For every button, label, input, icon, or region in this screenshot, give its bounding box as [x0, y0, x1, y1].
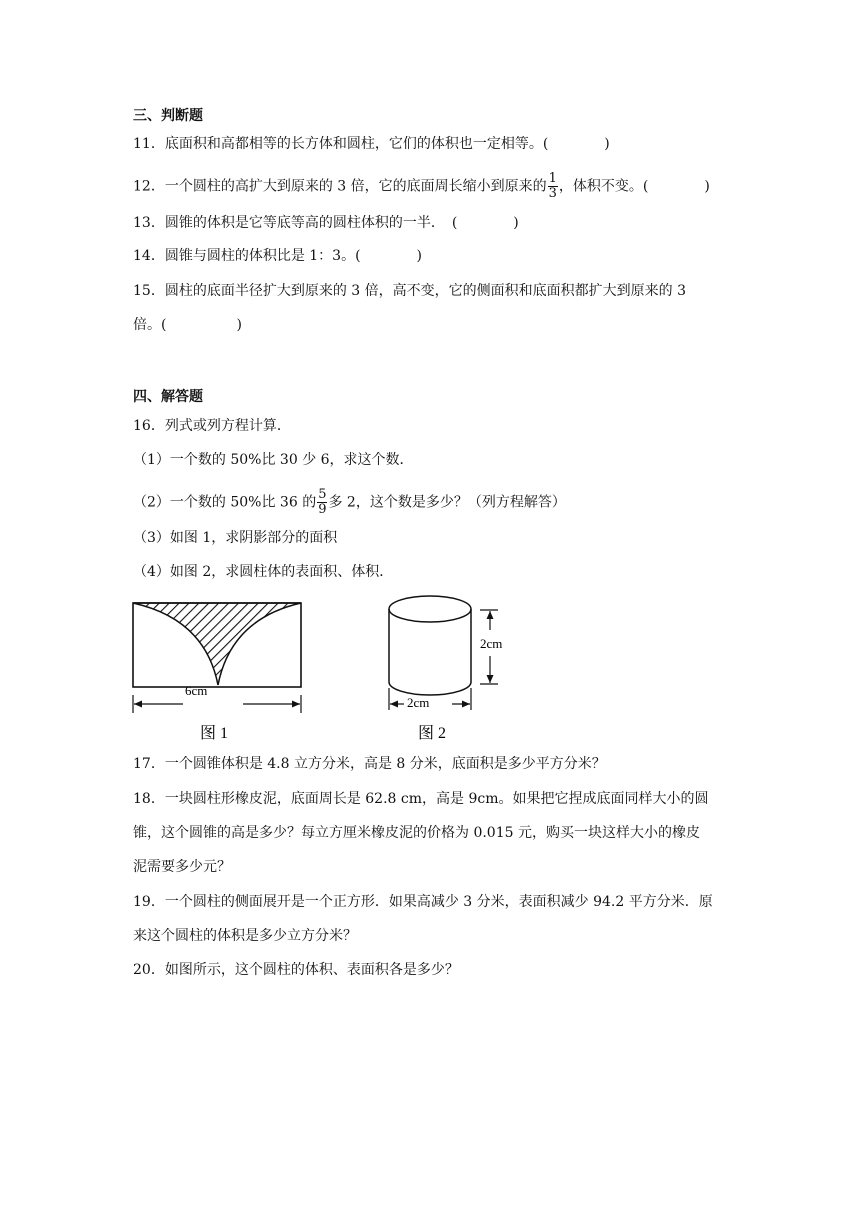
cylinder-top	[389, 596, 471, 622]
question-19-line-1: 19．一个圆柱的侧面展开是一个正方形．如果高减少 3 分米，表面积减少 94.2 平方分米．原	[133, 894, 713, 910]
figure-1-dimension-label: 6cm	[185, 683, 208, 698]
question-12-text-before: 12．一个圆柱的高扩大到原来的 3 倍，它的底面周长缩小到原来的	[133, 178, 547, 195]
question-16-2-text-after: 多 2，这个数是多少？（列方程解答）	[328, 494, 566, 511]
question-16: 16．列式或列方程计算．	[133, 418, 291, 434]
question-16-2-text-before: （2）一个数的 50%比 36 的	[133, 494, 317, 511]
figure-2-caption: 图 2	[418, 725, 447, 742]
question-18-line-1: 18．一块圆柱形橡皮泥，底面周长是 62.8 cm，高是 9cm。如果把它捏成底面同样大小的圆	[133, 791, 709, 807]
question-16-part-4: （4）如图 2，求圆柱体的表面积、体积．	[133, 564, 394, 580]
question-18-line-3: 泥需要多少元？	[133, 859, 231, 875]
figure-2-diameter-label: 2cm	[407, 695, 430, 710]
question-12	[133, 172, 710, 201]
height-arrow-up	[487, 611, 494, 619]
section-3-heading: 三、判断题	[133, 108, 203, 124]
question-13: 13．圆锥的体积是它等底等高的圆柱体积的一半． ( )	[133, 215, 519, 231]
question-17: 17．一个圆锥体积是 4.8 立方分米，高是 8 分米，底面积是多少平方分米？	[133, 756, 606, 772]
fraction-denominator: 9	[318, 502, 327, 517]
fraction-numerator: 5	[318, 487, 327, 502]
fraction-five-ninths	[317, 488, 327, 517]
fraction-denominator: 3	[548, 186, 557, 201]
question-15-line-2: 倍。( )	[133, 317, 242, 333]
question-16-part-2	[133, 488, 566, 517]
arrow-left	[134, 701, 142, 708]
cylinder-bottom	[389, 682, 471, 695]
question-19-line-2: 来这个圆柱的体积是多少立方分米？	[133, 928, 357, 944]
arrow-right	[292, 701, 300, 708]
section-4-heading: 四、解答题	[133, 389, 203, 405]
question-12-text-after: ，体积不变。( )	[558, 178, 710, 195]
figure-2-height-label: 2cm	[480, 636, 503, 651]
figure-1-shaded-area	[125, 597, 315, 745]
question-20: 20．如图所示，这个圆柱的体积、表面积各是多少？	[133, 962, 459, 978]
question-16-part-1: （1）一个数的 50%比 30 少 6，求这个数．	[133, 452, 414, 468]
fraction-one-third	[548, 172, 558, 201]
question-16-part-3: （3）如图 1，求阴影部分的面积	[133, 530, 338, 546]
question-15-line-1: 15．圆柱的底面半径扩大到原来的 3 倍，高不变，它的侧面积和底面积都扩大到原来的 3	[133, 283, 686, 299]
figure-2-cylinder	[380, 590, 520, 745]
height-arrow-down	[487, 675, 494, 683]
diameter-arrow-left	[390, 701, 398, 708]
shaded-region	[133, 603, 301, 685]
fraction-numerator: 1	[548, 171, 557, 186]
question-14: 14．圆锥与圆柱的体积比是 1：3。( )	[133, 248, 423, 264]
question-11: 11．底面积和高都相等的长方体和圆柱，它们的体积也一定相等。( )	[133, 136, 610, 152]
diameter-arrow-right	[462, 701, 470, 708]
question-18-line-2: 锥，这个圆锥的高是多少？每立方厘米橡皮泥的价格为 0.015 元，购买一块这样大小的橡皮	[133, 825, 700, 841]
figure-1-caption: 图 1	[200, 725, 229, 742]
